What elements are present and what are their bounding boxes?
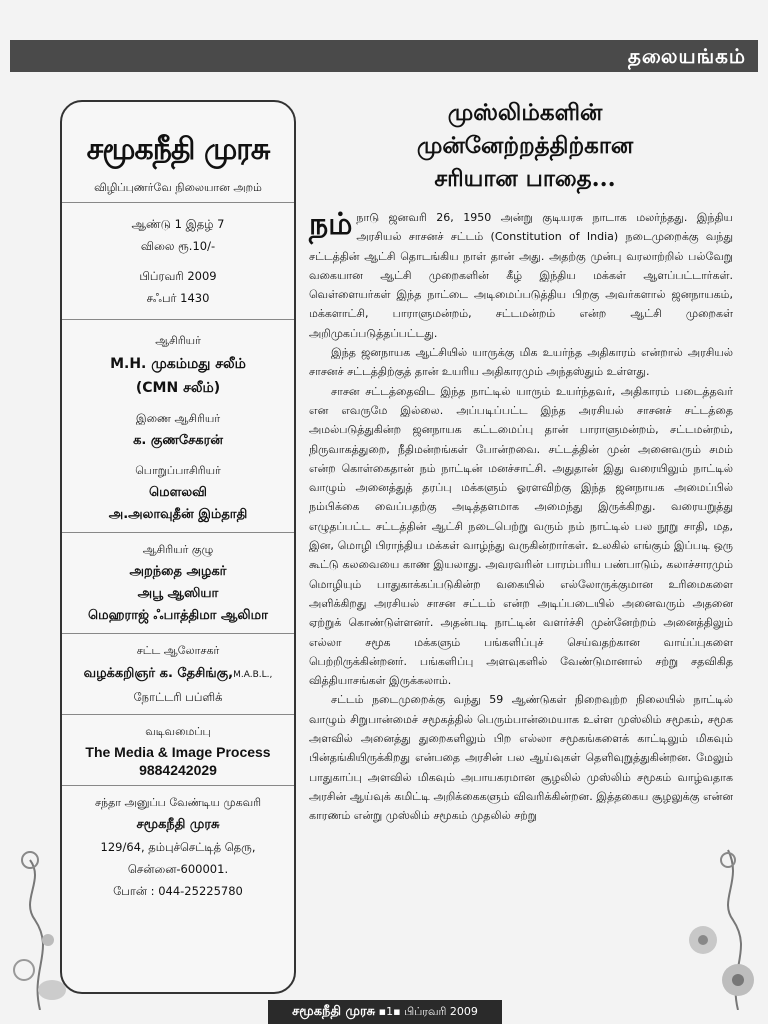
page-footer: [268, 1000, 502, 1024]
headline-line: முன்னேற்றத்திற்கான: [416, 132, 634, 159]
design-phone: 9884242029: [139, 762, 217, 778]
masthead-sidebar: [60, 100, 296, 994]
headline-line: முஸ்லிம்களின்: [447, 99, 603, 126]
drop-cap: நம்: [309, 207, 353, 242]
article-paragraph: சட்டம் நடைமுறைக்கு வந்து 59 ஆண்டுகள் நிறைவுற்ற நிலையில் நாட்டில் வாழும் சிறுபான்மைச் சமூகத்தில் பெரும்பான்மையாக உள்ள முஸ்லிம் சமூகம், சமூக அளவில் அனைத்து துறைகளிலும் பிற எல்லா சமூகங்களைக் காட்டிலும் மிகவும் பின்தங்கியிருக்கிறது என்பதை அரசின் பல ஆய்வுகள் தெளிவுறுத்துகின்றன. மேலும் பாதுகாப்பு அளவில் மிகவும் அபாயகரமான சூழலில் முஸ்லிம் சமூகம் வாழ்வதாக அரசின் ஆய்வுக் கமிட்டி அறிக்கைகளும் விவரிக்கின்றன. இத்தகைய சூழலுக்கு என்ன காரணம் என்று முஸ்லிம் சமூகம் முதலில் சற்று: [309, 693, 733, 823]
divider: [62, 319, 294, 320]
address-city: சென்னை-600001.: [127, 862, 229, 876]
subscription-address: [62, 792, 294, 902]
address-street: 129/64, தம்புச்செட்டித் தெரு,: [100, 840, 256, 854]
committee-member: அறந்தை அழகர்: [129, 564, 227, 579]
design-credit: [62, 721, 294, 779]
legal-degree: M.A.B.L.,: [233, 670, 273, 680]
editor-block: [62, 326, 294, 526]
article-paragraph: இந்த ஜனநாயக ஆட்சியில் யாருக்கு மிக உயர்ந்த அதிகாரம் என்றால் அரசியல் சாசனச் சட்டத்திற்குத் தான் உயரிய அதிகாரமும் அந்தஸ்தும் உள்ளது.: [309, 346, 733, 379]
committee-member: அபூ ஆஸியா: [137, 586, 219, 601]
divider: [62, 785, 294, 786]
editor-name: M.H. முகம்மது சலீம்: [110, 356, 246, 372]
co-editor-label: இணை ஆசிரியர்: [135, 412, 221, 425]
address-phone: போன் : 044-25225780: [113, 884, 243, 898]
legal-role: நோட்டரி பப்ளிக்: [133, 690, 223, 704]
divider: [62, 714, 294, 715]
committee-label: ஆசிரியர் குழு: [142, 543, 214, 556]
article-body: [309, 208, 733, 826]
issue-number: ஆண்டு 1 இதழ் 7: [131, 217, 225, 231]
article-paragraph: சாசன சட்டத்தைவிட இந்த நாட்டில் யாரும் உயர்ந்தவர், அதிகாரம் படைத்தவர் என எவருமே இல்லை. அப்படிப்பட்ட இந்த அரசியல் சாசனச் சட்டத்தை அமல்படுத்துகின்ற ஜனநாயக கட்டமைப்பு தான் பாராளுமன்றம், சட்டமன்றம், நிருவாகத்துறை, நீதிமன்றங்கள் போன்றவை. சட்டத்தின் முன் அனைவரும் சமம் என்ற கொள்கைதான் நம் நாட்டின் மனச்சாட்சி. அதுதான் இது வரையிலும் நாட்டில் வாழும் அனைத்துத் தரப்பு மக்களும் ஓரளவிற்கு இந்த ஜனநாயக அமைப்பில் நம்பிக்கை வைப்பதற்கு அடித்தளமாக அமைந்து இருக்கிறது. வரையறுத்து எழுதப்பட்ட சட்டத்தின் ஆட்சி நடைபெற்று வரும் நம் நாட்டில் பல நூறு சாதி, மத, இன, மொழி பிராந்திய மக்கள் வாழ்ந்து வருகின்றார்கள். உலகில் எங்கும் இப்படி ஒரு கூட்டு கலவையை காண இயலாது. அவரவரின் பாரம்பரிய பண்பாடும், கலாச்சாரமும் மொழியும் பாதுகாக்கப்படுகின்ற வகையில் எல்லோருக்குமான உரிமைகளை அளிக்கிறது அரசியல் சாசன சட்டம் என்ற அடிப்படையில் அனைவரும் அதனை ஏற்றுக் கொண்டுள்ளனர். அதன்படி நாட்டின் வளர்ச்சி முன்னேற்றம் அனைத்திலும் எல்லா சமூக மக்களும் பங்களிப்புச் செய்வதற்கான வாய்ப்புகளை பெற்றிருக்கின்றனர். பங்களிப்பு அளவுகளில் வேண்டுமானால் சற்று சதவிகித வித்தியாசங்கள் இருக்கலாம்.: [309, 384, 733, 688]
masthead: [62, 102, 294, 196]
responsible-editor-name: அ.அலாவுதீன் இம்தாதி: [108, 507, 248, 522]
page-number: ▪1▪: [378, 1005, 401, 1018]
article-headline: [310, 96, 740, 195]
magazine-tagline: விழிப்புணர்வே நிலையான அறம்: [94, 181, 262, 194]
issue-info: [62, 209, 294, 313]
responsible-editor-title: மௌலவி: [149, 485, 207, 500]
magazine-title: சமூகநீதி முரசு: [86, 132, 270, 167]
design-company: The Media & Image Process: [85, 744, 271, 760]
floral-ornament-icon: [678, 840, 758, 1010]
editor-alias: (CMN சலீம்): [135, 380, 221, 396]
editor-label: ஆசிரியர்: [155, 334, 201, 347]
legal-label: சட்ட ஆலோசகர்: [136, 644, 220, 657]
legal-name: வழக்கறிஞர் க. தேசிங்கு,: [83, 666, 234, 681]
divider: [62, 633, 294, 634]
design-label: வடிவமைப்பு: [145, 725, 211, 738]
editorial-committee: [62, 539, 294, 627]
responsible-editor-label: பொறுப்பாசிரியர்: [135, 464, 221, 477]
legal-advisor: [62, 640, 294, 708]
footer-title: சமூகநீதி முரசு: [292, 1004, 376, 1019]
address-label: சந்தா அனுப்ப வேண்டிய முகவரி: [94, 796, 262, 809]
co-editor-name: க. குணசேகரன்: [133, 433, 223, 448]
divider: [62, 532, 294, 533]
address-name: சமூகநீதி முரசு: [136, 817, 220, 832]
divider: [62, 202, 294, 203]
section-title: தலையங்கம்: [627, 44, 746, 68]
issue-date: பிப்ரவரி 2009: [139, 269, 217, 283]
article-paragraph: நம் நாடு ஜனவரி 26, 1950 அன்று குடியரசு நாடாக மலர்ந்தது. இந்திய அரசியல் சாசனச் சட்டம் (Constitution of India) நடைமுறைக்கு வந்து சட்டத்தின் ஆட்சி தொடங்கிய நாள் தான் அது. அதற்கு முன்பு வரலாற்றில் பல்வேறு வகையான ஆட்சி முறைகளின் கீழ் இந்திய மக்கள் ஆளப்பட்டார்கள். வெள்ளையர்கள் இந்த நாட்டை அடிமைப்படுத்திய பிறகு அவர்களால் ஜனநாயகம், மக்களாட்சி, பாராளுமன்றம், சட்டமன்றம் என்ற ஆட்சி முறைகள் அறிமுகப்படுத்தப்பட்டது.: [309, 207, 733, 340]
footer-date: பிப்ரவரி 2009: [404, 1005, 478, 1018]
committee-member: மெஹராஜ் ஃபாத்திமா ஆலிமா: [88, 608, 268, 623]
headline-line: சரியான பாதை...: [434, 165, 616, 192]
issue-hijri-date: சஃபர் 1430: [146, 291, 210, 305]
issue-price: விலை ரூ.10/-: [140, 239, 216, 253]
